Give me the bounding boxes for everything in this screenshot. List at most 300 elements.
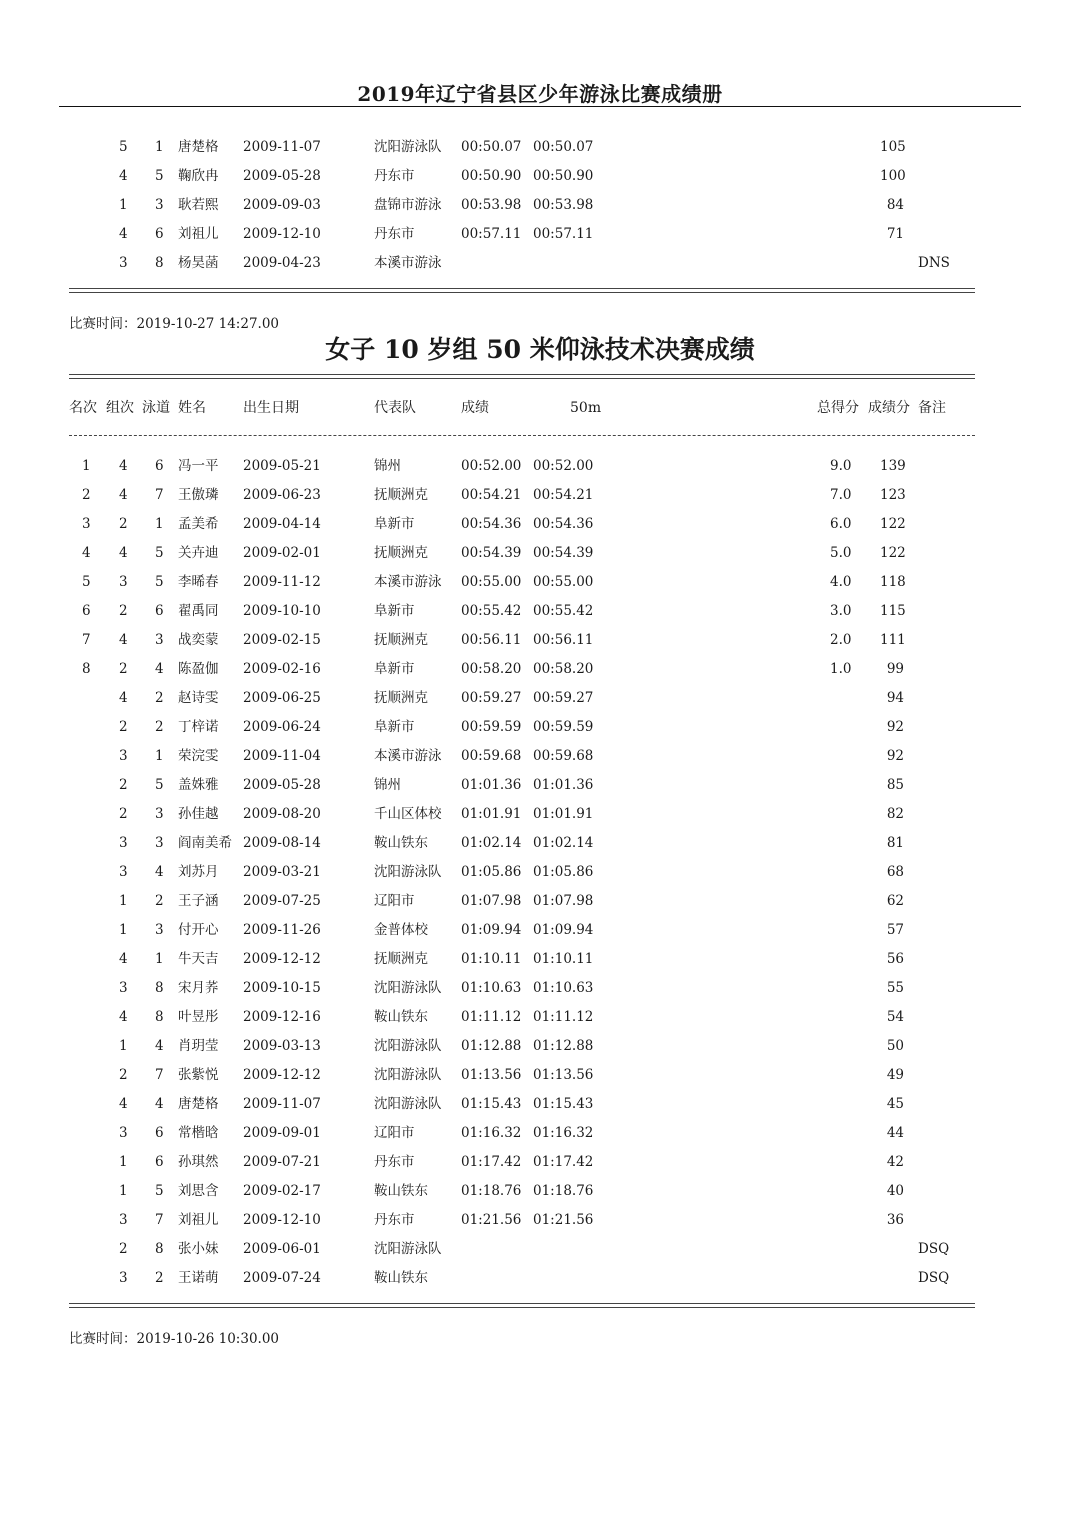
cell-score: 68 <box>886 864 904 880</box>
cell-group: 3 <box>119 748 128 764</box>
cell-team: 鞍山铁东 <box>374 1270 428 1286</box>
table-row <box>0 137 1080 157</box>
cell-group: 2 <box>119 777 128 793</box>
cell-group: 3 <box>119 255 128 271</box>
cell-name: 孙佳越 <box>178 806 219 822</box>
cell-group: 1 <box>119 1183 128 1199</box>
cell-group: 3 <box>119 1212 128 1228</box>
cell-lane: 4 <box>155 1038 164 1054</box>
cell-name: 张小妹 <box>178 1241 219 1257</box>
cell-time: 00:59.59 <box>461 719 522 735</box>
cell-split: 01:16.32 <box>533 1125 594 1141</box>
cell-time: 01:10.11 <box>461 951 522 967</box>
cell-team: 抚顺洲克 <box>374 690 428 706</box>
cell-team: 锦州 <box>374 458 401 474</box>
cell-dob: 2009-11-07 <box>243 139 321 155</box>
cell-score: 85 <box>886 777 904 793</box>
cell-name: 刘苏月 <box>178 864 219 880</box>
cell-dob: 2009-09-03 <box>243 197 321 213</box>
cell-rank: 5 <box>82 574 91 590</box>
cell-score: 50 <box>886 1038 904 1054</box>
cell-lane: 2 <box>155 690 164 706</box>
cell-name: 李晞春 <box>178 574 219 590</box>
cell-score: 123 <box>880 487 906 503</box>
cell-time: 00:59.68 <box>461 748 522 764</box>
header-time: 成绩 <box>461 400 489 416</box>
cell-group: 4 <box>119 168 128 184</box>
table-row <box>0 775 1080 795</box>
meta-value: 2019-10-27 14:27.00 <box>136 316 280 332</box>
cell-score: 139 <box>880 458 906 474</box>
cell-team: 鞍山铁东 <box>374 835 428 851</box>
cell-split: 01:17.42 <box>533 1154 594 1170</box>
cell-dob: 2009-12-12 <box>243 951 321 967</box>
header-team: 代表队 <box>374 400 416 416</box>
cell-name: 耿若熙 <box>178 197 219 213</box>
cell-time: 00:59.27 <box>461 690 522 706</box>
cell-lane: 3 <box>155 835 164 851</box>
cell-dob: 2009-06-24 <box>243 719 321 735</box>
cell-group: 2 <box>119 1067 128 1083</box>
table-row <box>0 572 1080 592</box>
table-row <box>0 804 1080 824</box>
cell-lane: 6 <box>155 603 164 619</box>
cell-time: 00:54.36 <box>461 516 522 532</box>
cell-split: 01:10.11 <box>533 951 594 967</box>
cell-name: 张紫悦 <box>178 1067 219 1083</box>
cell-group: 2 <box>119 719 128 735</box>
cell-name: 赵诗雯 <box>178 690 219 706</box>
cell-name: 陈盈伽 <box>178 661 219 677</box>
cell-group: 3 <box>119 1270 128 1286</box>
table-row <box>0 485 1080 505</box>
cell-split: 00:59.68 <box>533 748 594 764</box>
cell-dob: 2009-06-25 <box>243 690 321 706</box>
table-row <box>0 224 1080 244</box>
cell-time: 01:10.63 <box>461 980 522 996</box>
cell-team: 沈阳游泳队 <box>374 1241 442 1257</box>
cell-team: 本溪市游泳 <box>374 574 442 590</box>
table-row <box>0 659 1080 679</box>
dashed-rule <box>69 435 975 436</box>
header-total: 总得分 <box>817 400 859 416</box>
cell-name: 阎南美希 <box>178 835 232 851</box>
table-row <box>0 1268 1080 1288</box>
cell-split: 00:59.59 <box>533 719 594 735</box>
cell-split: 00:57.11 <box>533 226 594 242</box>
cell-group: 1 <box>119 922 128 938</box>
cell-dob: 2009-12-10 <box>243 1212 321 1228</box>
cell-lane: 7 <box>155 487 164 503</box>
table-row <box>0 543 1080 563</box>
cell-time: 01:13.56 <box>461 1067 522 1083</box>
table-row <box>0 1239 1080 1259</box>
cell-group: 2 <box>119 806 128 822</box>
cell-lane: 4 <box>155 1096 164 1112</box>
cell-split: 00:56.11 <box>533 632 594 648</box>
cell-score: 122 <box>880 545 906 561</box>
cell-score: 81 <box>886 835 904 851</box>
cell-total: 9.0 <box>830 458 852 474</box>
cell-name: 鞠欣冉 <box>178 168 219 184</box>
cell-rank: 7 <box>82 632 91 648</box>
cell-name: 刘祖儿 <box>178 226 219 242</box>
table-row <box>0 253 1080 273</box>
cell-name: 常楷晗 <box>178 1125 219 1141</box>
cell-score: 99 <box>886 661 904 677</box>
previous-event-time <box>69 312 279 332</box>
cell-time: 01:01.91 <box>461 806 522 822</box>
cell-group: 1 <box>119 1154 128 1170</box>
cell-split: 01:12.88 <box>533 1038 594 1054</box>
cell-score: 56 <box>886 951 904 967</box>
cell-dob: 2009-11-26 <box>243 922 321 938</box>
header-lane: 泳道 <box>142 400 170 416</box>
cell-time: 00:55.00 <box>461 574 522 590</box>
cell-name: 荣浣雯 <box>178 748 219 764</box>
cell-dob: 2009-11-04 <box>243 748 321 764</box>
double-rule <box>69 374 975 379</box>
table-row <box>0 1152 1080 1172</box>
cell-time: 00:50.07 <box>461 139 522 155</box>
cell-dob: 2009-02-17 <box>243 1183 321 1199</box>
cell-time: 01:12.88 <box>461 1038 522 1054</box>
cell-total: 7.0 <box>830 487 852 503</box>
cell-score: 100 <box>880 168 906 184</box>
cell-time: 01:15.43 <box>461 1096 522 1112</box>
cell-time: 00:58.20 <box>461 661 522 677</box>
header-name: 姓名 <box>178 400 206 416</box>
cell-team: 沈阳游泳队 <box>374 980 442 996</box>
cell-name: 战奕蒙 <box>178 632 219 648</box>
cell-group: 1 <box>119 893 128 909</box>
cell-score: 55 <box>886 980 904 996</box>
header-rank: 名次 <box>69 400 97 416</box>
cell-dob: 2009-08-20 <box>243 806 321 822</box>
cell-lane: 5 <box>155 777 164 793</box>
cell-lane: 1 <box>155 951 164 967</box>
cell-name: 杨昊菡 <box>178 255 219 271</box>
cell-group: 3 <box>119 864 128 880</box>
cell-dob: 2009-10-15 <box>243 980 321 996</box>
cell-name: 唐楚格 <box>178 1096 219 1112</box>
cell-lane: 6 <box>155 458 164 474</box>
cell-rank: 1 <box>82 458 91 474</box>
meta-value: 2019-10-26 10:30.00 <box>136 1331 280 1347</box>
cell-lane: 8 <box>155 255 164 271</box>
cell-name: 盖姝雅 <box>178 777 219 793</box>
cell-split: 01:21.56 <box>533 1212 594 1228</box>
cell-rank: 2 <box>82 487 91 503</box>
cell-team: 本溪市游泳 <box>374 255 442 271</box>
cell-split: 00:50.07 <box>533 139 594 155</box>
cell-lane: 8 <box>155 980 164 996</box>
cell-lane: 4 <box>155 864 164 880</box>
cell-team: 辽阳市 <box>374 1125 415 1141</box>
cell-lane: 1 <box>155 516 164 532</box>
cell-team: 抚顺洲克 <box>374 545 428 561</box>
cell-time: 00:54.21 <box>461 487 522 503</box>
cell-name: 孟美希 <box>178 516 219 532</box>
cell-time: 00:57.11 <box>461 226 522 242</box>
cell-group: 2 <box>119 1241 128 1257</box>
cell-team: 鞍山铁东 <box>374 1183 428 1199</box>
cell-name: 付开心 <box>178 922 219 938</box>
header-dob: 出生日期 <box>243 400 299 416</box>
cell-team: 辽阳市 <box>374 893 415 909</box>
cell-team: 阜新市 <box>374 603 415 619</box>
cell-split: 00:54.36 <box>533 516 594 532</box>
cell-split: 00:55.42 <box>533 603 594 619</box>
cell-lane: 4 <box>155 661 164 677</box>
cell-name: 牛天吉 <box>178 951 219 967</box>
cell-dob: 2009-05-28 <box>243 168 321 184</box>
cell-lane: 6 <box>155 226 164 242</box>
cell-dob: 2009-06-01 <box>243 1241 321 1257</box>
cell-dob: 2009-08-14 <box>243 835 321 851</box>
cell-split: 01:13.56 <box>533 1067 594 1083</box>
cell-lane: 1 <box>155 139 164 155</box>
cell-group: 5 <box>119 139 128 155</box>
cell-dob: 2009-02-01 <box>243 545 321 561</box>
cell-lane: 5 <box>155 168 164 184</box>
table-row <box>0 1123 1080 1143</box>
cell-time: 00:55.42 <box>461 603 522 619</box>
cell-lane: 7 <box>155 1212 164 1228</box>
table-row <box>0 601 1080 621</box>
cell-split: 00:50.90 <box>533 168 594 184</box>
cell-score: 111 <box>880 632 906 648</box>
cell-team: 阜新市 <box>374 661 415 677</box>
cell-dob: 2009-07-24 <box>243 1270 321 1286</box>
cell-split: 00:52.00 <box>533 458 594 474</box>
cell-split: 01:10.63 <box>533 980 594 996</box>
cell-rank: 3 <box>82 516 91 532</box>
cell-group: 2 <box>119 661 128 677</box>
cell-name: 肖玥莹 <box>178 1038 219 1054</box>
cell-score: 84 <box>886 197 904 213</box>
cell-score: 118 <box>880 574 906 590</box>
table-row <box>0 717 1080 737</box>
table-row <box>0 746 1080 766</box>
cell-time: 01:21.56 <box>461 1212 522 1228</box>
cell-dob: 2009-02-15 <box>243 632 321 648</box>
cell-note: DNS <box>918 255 950 271</box>
double-rule <box>69 1303 975 1308</box>
cell-group: 2 <box>119 516 128 532</box>
table-row <box>0 1094 1080 1114</box>
cell-team: 阜新市 <box>374 719 415 735</box>
cell-lane: 2 <box>155 719 164 735</box>
cell-dob: 2009-03-21 <box>243 864 321 880</box>
cell-dob: 2009-12-10 <box>243 226 321 242</box>
cell-score: 115 <box>880 603 906 619</box>
cell-team: 丹东市 <box>374 1212 415 1228</box>
cell-group: 1 <box>119 1038 128 1054</box>
table-row <box>0 1007 1080 1027</box>
cell-time: 00:53.98 <box>461 197 522 213</box>
cell-lane: 8 <box>155 1241 164 1257</box>
cell-dob: 2009-06-23 <box>243 487 321 503</box>
cell-score: 57 <box>886 922 904 938</box>
title-rule <box>59 106 1021 107</box>
cell-name: 王子涵 <box>178 893 219 909</box>
cell-group: 4 <box>119 458 128 474</box>
cell-team: 沈阳游泳队 <box>374 864 442 880</box>
cell-time: 01:07.98 <box>461 893 522 909</box>
cell-group: 4 <box>119 1096 128 1112</box>
cell-team: 抚顺洲克 <box>374 951 428 967</box>
table-row <box>0 891 1080 911</box>
cell-team: 抚顺洲克 <box>374 487 428 503</box>
event-time <box>69 1327 279 1347</box>
cell-score: 42 <box>886 1154 904 1170</box>
table-row <box>0 166 1080 186</box>
cell-split: 01:18.76 <box>533 1183 594 1199</box>
cell-split: 00:54.21 <box>533 487 594 503</box>
cell-score: 71 <box>886 226 904 242</box>
cell-score: 36 <box>886 1212 904 1228</box>
cell-dob: 2009-11-12 <box>243 574 321 590</box>
table-row <box>0 978 1080 998</box>
cell-note: DSQ <box>918 1270 950 1286</box>
cell-lane: 3 <box>155 922 164 938</box>
cell-score: 94 <box>886 690 904 706</box>
cell-lane: 5 <box>155 574 164 590</box>
cell-team: 鞍山铁东 <box>374 1009 428 1025</box>
cell-lane: 8 <box>155 1009 164 1025</box>
cell-team: 盘锦市游泳 <box>374 197 442 213</box>
cell-team: 阜新市 <box>374 516 415 532</box>
cell-name: 王傲璘 <box>178 487 219 503</box>
cell-total: 1.0 <box>830 661 852 677</box>
cell-total: 3.0 <box>830 603 852 619</box>
cell-split: 00:54.39 <box>533 545 594 561</box>
cell-total: 4.0 <box>830 574 852 590</box>
cell-split: 01:07.98 <box>533 893 594 909</box>
cell-time: 01:17.42 <box>461 1154 522 1170</box>
cell-dob: 2009-12-12 <box>243 1067 321 1083</box>
cell-rank: 8 <box>82 661 91 677</box>
cell-time: 01:01.36 <box>461 777 522 793</box>
cell-score: 62 <box>886 893 904 909</box>
cell-team: 锦州 <box>374 777 401 793</box>
cell-lane: 3 <box>155 197 164 213</box>
cell-rank: 6 <box>82 603 91 619</box>
table-row <box>0 1210 1080 1230</box>
cell-split: 00:59.27 <box>533 690 594 706</box>
cell-team: 丹东市 <box>374 168 415 184</box>
cell-split: 01:09.94 <box>533 922 594 938</box>
cell-score: 54 <box>886 1009 904 1025</box>
cell-time: 00:50.90 <box>461 168 522 184</box>
cell-lane: 6 <box>155 1154 164 1170</box>
meta-label: 比赛时间： <box>69 316 137 332</box>
cell-dob: 2009-07-21 <box>243 1154 321 1170</box>
cell-group: 3 <box>119 980 128 996</box>
table-row <box>0 920 1080 940</box>
cell-name: 冯一平 <box>178 458 219 474</box>
table-row <box>0 862 1080 882</box>
cell-lane: 5 <box>155 545 164 561</box>
cell-split: 01:15.43 <box>533 1096 594 1112</box>
cell-lane: 2 <box>155 893 164 909</box>
cell-name: 叶昱彤 <box>178 1009 219 1025</box>
cell-team: 沈阳游泳队 <box>374 139 442 155</box>
cell-team: 丹东市 <box>374 1154 415 1170</box>
cell-total: 6.0 <box>830 516 852 532</box>
cell-team: 丹东市 <box>374 226 415 242</box>
cell-group: 4 <box>119 487 128 503</box>
cell-score: 44 <box>886 1125 904 1141</box>
cell-group: 4 <box>119 545 128 561</box>
table-row <box>0 833 1080 853</box>
cell-time: 00:54.39 <box>461 545 522 561</box>
cell-time: 01:05.86 <box>461 864 522 880</box>
table-row <box>0 949 1080 969</box>
cell-team: 沈阳游泳队 <box>374 1096 442 1112</box>
cell-dob: 2009-04-23 <box>243 255 321 271</box>
cell-split: 01:01.36 <box>533 777 594 793</box>
cell-time: 01:11.12 <box>461 1009 522 1025</box>
double-rule <box>69 288 975 293</box>
cell-split: 01:01.91 <box>533 806 594 822</box>
header-group: 组次 <box>106 400 134 416</box>
results-header-row <box>0 398 1080 418</box>
cell-team: 沈阳游泳队 <box>374 1067 442 1083</box>
document-title: 2019年辽宁省县区少年游泳比赛成绩册 <box>357 82 723 106</box>
cell-lane: 6 <box>155 1125 164 1141</box>
cell-split: 00:58.20 <box>533 661 594 677</box>
cell-name: 刘思含 <box>178 1183 219 1199</box>
cell-team: 金普体校 <box>374 922 428 938</box>
cell-total: 2.0 <box>830 632 852 648</box>
cell-group: 4 <box>119 1009 128 1025</box>
cell-total: 5.0 <box>830 545 852 561</box>
cell-score: 92 <box>886 748 904 764</box>
cell-group: 4 <box>119 951 128 967</box>
cell-name: 孙琪然 <box>178 1154 219 1170</box>
table-row <box>0 456 1080 476</box>
cell-lane: 1 <box>155 748 164 764</box>
cell-split: 00:53.98 <box>533 197 594 213</box>
cell-name: 唐楚格 <box>178 139 219 155</box>
cell-group: 4 <box>119 632 128 648</box>
cell-score: 45 <box>886 1096 904 1112</box>
cell-dob: 2009-11-07 <box>243 1096 321 1112</box>
cell-group: 2 <box>119 603 128 619</box>
cell-group: 4 <box>119 226 128 242</box>
cell-score: 49 <box>886 1067 904 1083</box>
event-title: 女子 10 岁组 50 米仰泳技术决赛成绩 <box>325 335 755 364</box>
cell-split: 01:02.14 <box>533 835 594 851</box>
table-row <box>0 688 1080 708</box>
table-row <box>0 630 1080 650</box>
table-row <box>0 514 1080 534</box>
header-split: 50m <box>570 400 602 416</box>
cell-score: 82 <box>886 806 904 822</box>
cell-name: 关卉迪 <box>178 545 219 561</box>
cell-dob: 2009-07-25 <box>243 893 321 909</box>
cell-name: 宋月荞 <box>178 980 219 996</box>
cell-dob: 2009-12-16 <box>243 1009 321 1025</box>
cell-dob: 2009-05-28 <box>243 777 321 793</box>
cell-score: 92 <box>886 719 904 735</box>
cell-split: 00:55.00 <box>533 574 594 590</box>
cell-lane: 3 <box>155 632 164 648</box>
header-note: 备注 <box>918 400 946 416</box>
cell-team: 沈阳游泳队 <box>374 1038 442 1054</box>
